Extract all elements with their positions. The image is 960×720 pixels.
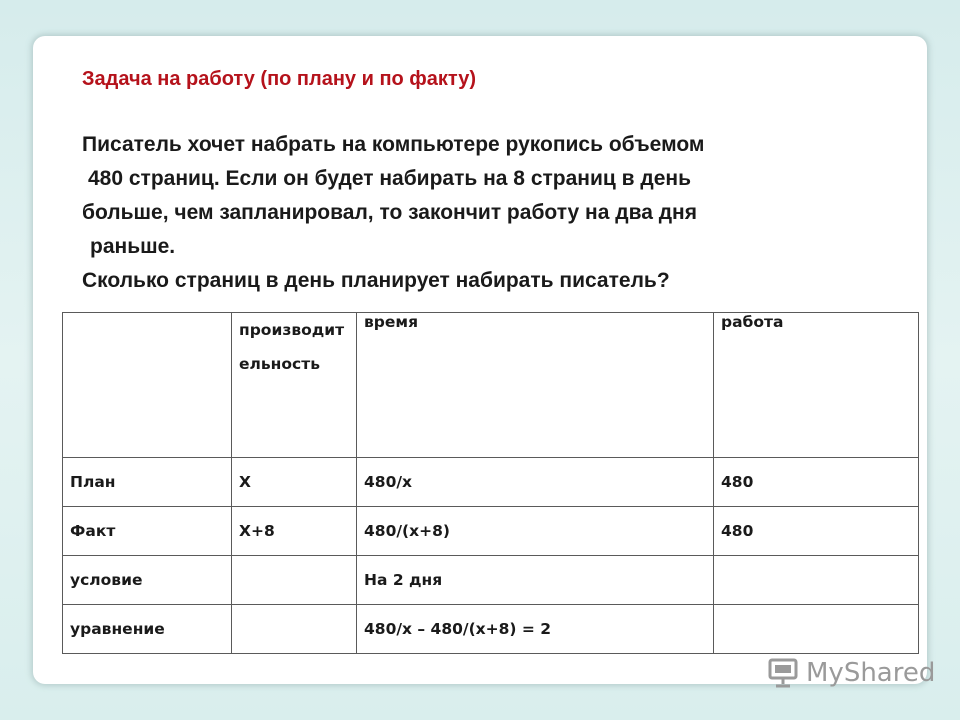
problem-line: Сколько страниц в день планирует набирать писатель?: [82, 269, 670, 292]
cell-time: 480/(х+8): [357, 507, 714, 556]
cell-work: [714, 605, 919, 654]
cell-productivity: Х+8: [232, 507, 357, 556]
header-cell-time: время: [357, 313, 714, 458]
header-cell-work: работа: [714, 313, 919, 458]
cell-work: 480: [714, 507, 919, 556]
row-label: уравнение: [63, 605, 232, 654]
cell-work: [714, 556, 919, 605]
header-cell-productivity: [232, 313, 357, 458]
table-row: [63, 458, 919, 507]
problem-line: 480 страниц. Если он будет набирать на 8 страниц в день: [88, 167, 691, 190]
slide-title: Задача на работу (по плану и по факту): [82, 68, 477, 90]
table-row: [63, 556, 919, 605]
watermark: [766, 656, 935, 690]
row-label: условие: [63, 556, 232, 605]
cell-work: 480: [714, 458, 919, 507]
watermark-text: MyShared: [806, 658, 936, 688]
problem-line: раньше.: [90, 235, 176, 258]
problem-line: больше, чем запланировал, то закончит работу на два дня: [82, 201, 697, 224]
cell-productivity: Х: [232, 458, 357, 507]
cell-time: На 2 дня: [357, 556, 714, 605]
presentation-icon: [766, 656, 800, 690]
cell-productivity: [232, 605, 357, 654]
cell-productivity: [232, 556, 357, 605]
table-row: [63, 507, 919, 556]
header-cell-empty: [63, 313, 232, 458]
header-productivity-label: производительность: [239, 321, 345, 373]
problem-text: [82, 128, 902, 298]
row-label: Факт: [63, 507, 232, 556]
solution-table: [62, 312, 919, 654]
table-row: [63, 605, 919, 654]
cell-time: 480/х: [357, 458, 714, 507]
row-label: План: [63, 458, 232, 507]
problem-line: Писатель хочет набрать на компьютере рукопись объемом: [82, 133, 705, 156]
table-header-row: [63, 313, 919, 458]
cell-time: 480/х – 480/(х+8) = 2: [357, 605, 714, 654]
